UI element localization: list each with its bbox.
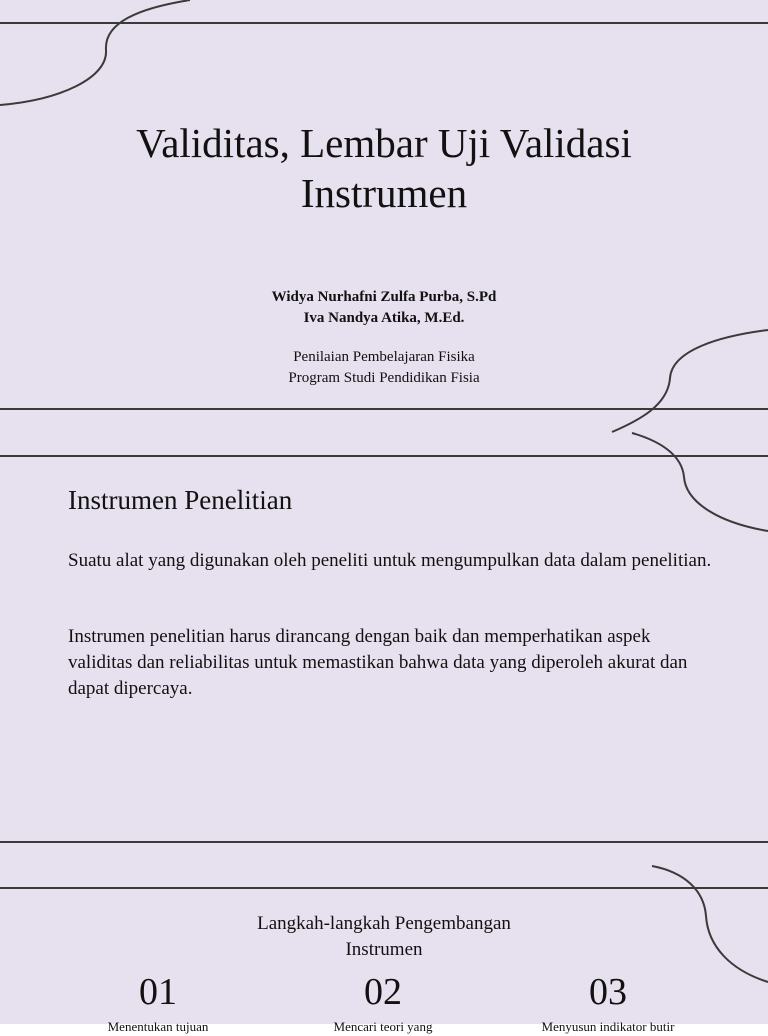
- steps-heading: [0, 911, 768, 963]
- slide-3: [0, 866, 768, 1034]
- author-2: Iva Nandya Atika, M.Ed.: [303, 310, 465, 326]
- slide-title: [0, 118, 768, 218]
- slide-2: [0, 433, 768, 866]
- affiliation: [0, 347, 768, 389]
- course-name: Penilaian Pembelajaran Fisika: [293, 349, 475, 365]
- step-1: [58, 970, 258, 1036]
- definition-paragraph: Suatu alat yang digunakan oleh peneliti untuk mengumpulkan data dalam penelitian.: [68, 550, 712, 571]
- section-heading: Instrumen Penelitian: [68, 485, 293, 515]
- step-description: Menyusun indikator butir: [541, 1019, 675, 1034]
- authors: [0, 287, 768, 329]
- step-description: Mencari teori yang: [333, 1019, 433, 1034]
- step-number: 03: [589, 971, 627, 1013]
- step-number: 01: [139, 971, 177, 1013]
- title-line-2: Instrumen: [300, 170, 468, 216]
- title-line-1: Validitas, Lembar Uji Validasi: [136, 120, 632, 166]
- step-number: 02: [364, 971, 402, 1013]
- slide-1: [0, 0, 768, 433]
- step-3: [508, 970, 708, 1036]
- steps-heading-line-1: Langkah-langkah Pengembangan: [257, 913, 511, 934]
- author-1: Widya Nurhafni Zulfa Purba, S.Pd: [271, 289, 497, 305]
- program-name: Program Studi Pendidikan Fisia: [288, 370, 480, 386]
- step-2: [283, 970, 483, 1036]
- steps-heading-line-2: Instrumen: [345, 939, 423, 960]
- requirement-paragraph: Instrumen penelitian harus dirancang dengan baik dan memperhatikan aspek validitas dan reliabilitas untuk memastikan bahwa data yang diperoleh akurat dan dapat dipercaya.: [68, 626, 688, 699]
- step-description: Menentukan tujuan: [107, 1019, 209, 1034]
